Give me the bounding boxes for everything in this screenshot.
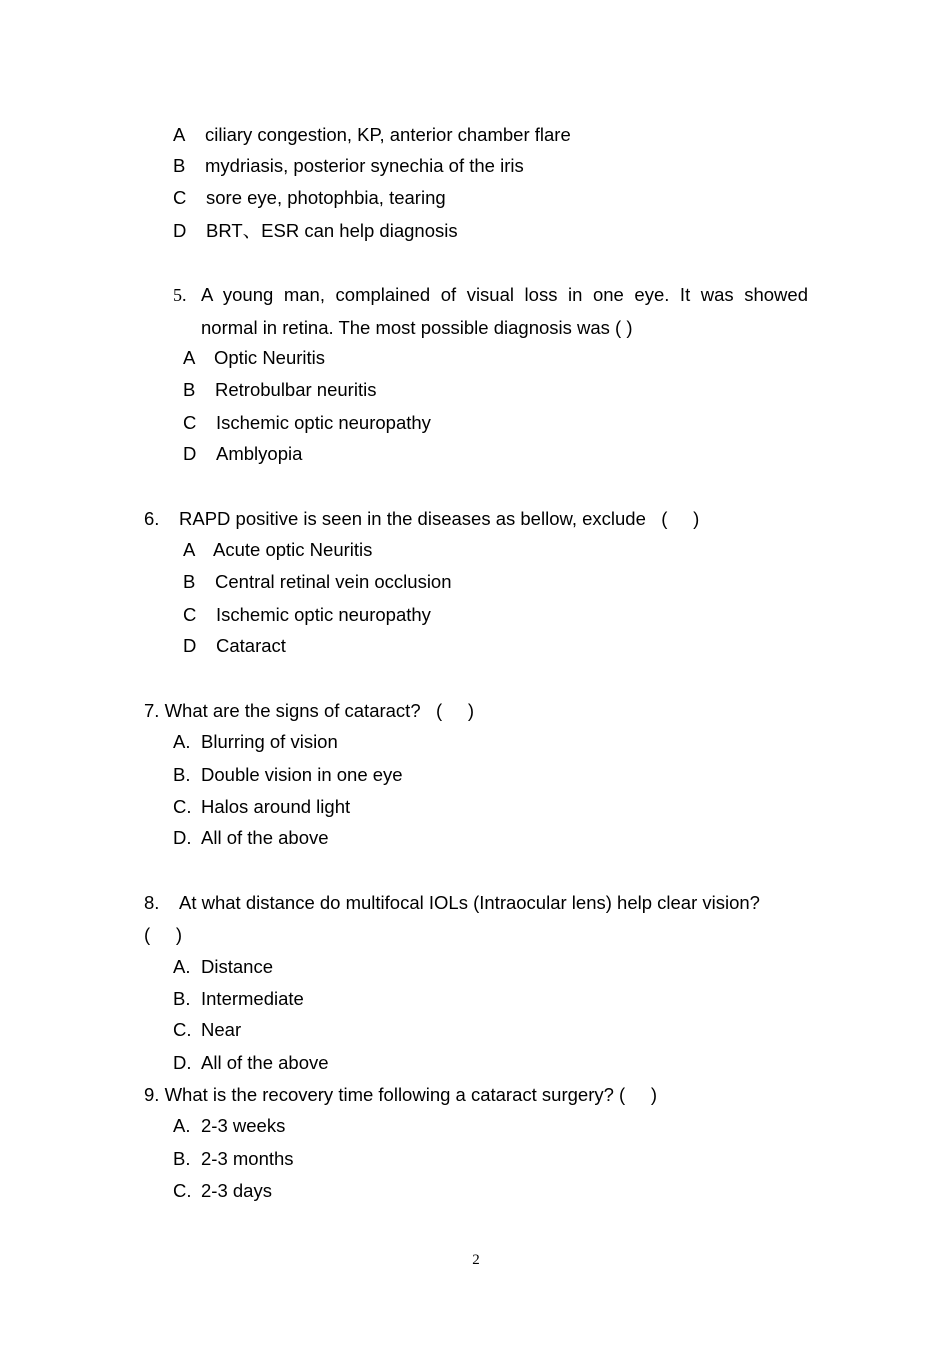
option-text: Near bbox=[201, 1019, 242, 1040]
q7-option-b bbox=[173, 764, 403, 786]
q9-option-c bbox=[173, 1180, 272, 1202]
option-text: All of the above bbox=[201, 1052, 329, 1073]
q6-option-a bbox=[183, 539, 372, 561]
page-number: 2 bbox=[472, 1252, 480, 1268]
question-5-number: 5. bbox=[173, 285, 187, 305]
q8-option-a bbox=[173, 956, 273, 978]
option-text: Central retinal vein occlusion bbox=[215, 571, 452, 592]
question-6 bbox=[144, 508, 699, 530]
option-text: Intermediate bbox=[201, 988, 304, 1009]
option-text: 2-3 days bbox=[201, 1180, 272, 1201]
option-label: C. bbox=[173, 1019, 192, 1040]
q7-option-a bbox=[173, 731, 338, 753]
q6-option-d bbox=[183, 635, 286, 657]
option-label: D. bbox=[173, 827, 192, 848]
question-number: 6. bbox=[144, 508, 160, 529]
option-text: Amblyopia bbox=[216, 443, 303, 464]
option-label: B bbox=[183, 571, 196, 592]
option-text: mydriasis, posterior synechia of the iris bbox=[205, 155, 524, 176]
q4-option-b bbox=[173, 155, 524, 177]
q9-option-a bbox=[173, 1115, 285, 1137]
option-label: B bbox=[173, 155, 186, 176]
q5-option-b bbox=[183, 379, 376, 401]
option-label: A. bbox=[173, 1115, 191, 1136]
option-label: A. bbox=[173, 731, 191, 752]
option-label: A bbox=[183, 539, 196, 560]
option-text: Retrobulbar neuritis bbox=[215, 379, 377, 400]
option-label: C bbox=[183, 412, 197, 433]
option-label: B bbox=[183, 379, 196, 400]
option-label: D bbox=[183, 635, 197, 656]
option-label: D bbox=[173, 220, 187, 241]
question-text: RAPD positive is seen in the diseases as bellow, exclude ( ) bbox=[179, 508, 700, 529]
option-text: Blurring of vision bbox=[201, 731, 338, 752]
q4-option-c bbox=[173, 187, 446, 209]
option-text: Distance bbox=[201, 956, 273, 977]
option-text: Ischemic optic neuropathy bbox=[216, 412, 431, 433]
option-label: B. bbox=[173, 764, 191, 785]
q4-option-d bbox=[173, 220, 458, 242]
question-number: 8. bbox=[144, 892, 160, 913]
q5-option-a bbox=[183, 347, 325, 369]
option-label: D. bbox=[173, 1052, 192, 1073]
question-5-text-line2: normal in retina. The most possible diagnosis was ( ) bbox=[201, 317, 633, 338]
q7-option-d bbox=[173, 827, 329, 849]
q6-option-c bbox=[183, 604, 431, 626]
question-8 bbox=[144, 892, 760, 914]
q4-option-a bbox=[173, 124, 571, 146]
question-text: At what distance do multifocal IOLs (Intraocular lens) help clear vision? bbox=[179, 892, 760, 913]
option-text: All of the above bbox=[201, 827, 329, 848]
q8-option-d bbox=[173, 1052, 329, 1074]
option-text: 2-3 weeks bbox=[201, 1115, 286, 1136]
option-text: ciliary congestion, KP, anterior chamber flare bbox=[205, 124, 571, 145]
option-text: sore eye, photophbia, tearing bbox=[206, 187, 446, 208]
option-label: C bbox=[183, 604, 197, 625]
option-text: Acute optic Neuritis bbox=[213, 539, 373, 560]
question-9: 9. What is the recovery time following a cataract surgery? ( ) bbox=[144, 1084, 658, 1105]
option-label: A bbox=[183, 347, 196, 368]
option-label: B. bbox=[173, 988, 191, 1009]
q9-option-b bbox=[173, 1148, 294, 1170]
option-label: A bbox=[173, 124, 186, 145]
q5-option-d bbox=[183, 443, 302, 465]
option-label: B. bbox=[173, 1148, 191, 1169]
question-8-blank: ( ) bbox=[144, 924, 183, 945]
option-text: Optic Neuritis bbox=[214, 347, 326, 368]
question-5-text-line1: A young man, complained of visual loss in one eye. It was showed bbox=[201, 284, 808, 305]
option-label: A. bbox=[173, 956, 191, 977]
option-label: C. bbox=[173, 796, 192, 817]
option-text: Halos around light bbox=[201, 796, 351, 817]
option-text: Double vision in one eye bbox=[201, 764, 403, 785]
q7-option-c bbox=[173, 796, 350, 818]
q8-option-b bbox=[173, 988, 304, 1010]
option-text: Ischemic optic neuropathy bbox=[216, 604, 431, 625]
option-text: 2-3 months bbox=[201, 1148, 294, 1169]
option-text: Cataract bbox=[216, 635, 286, 656]
option-text: BRT、ESR can help diagnosis bbox=[206, 220, 458, 241]
q8-option-c bbox=[173, 1019, 241, 1041]
question-7: 7. What are the signs of cataract? ( ) bbox=[144, 700, 475, 721]
q6-option-b bbox=[183, 571, 452, 593]
option-label: D bbox=[183, 443, 197, 464]
q5-option-c bbox=[183, 412, 431, 434]
option-label: C. bbox=[173, 1180, 192, 1201]
option-label: C bbox=[173, 187, 187, 208]
